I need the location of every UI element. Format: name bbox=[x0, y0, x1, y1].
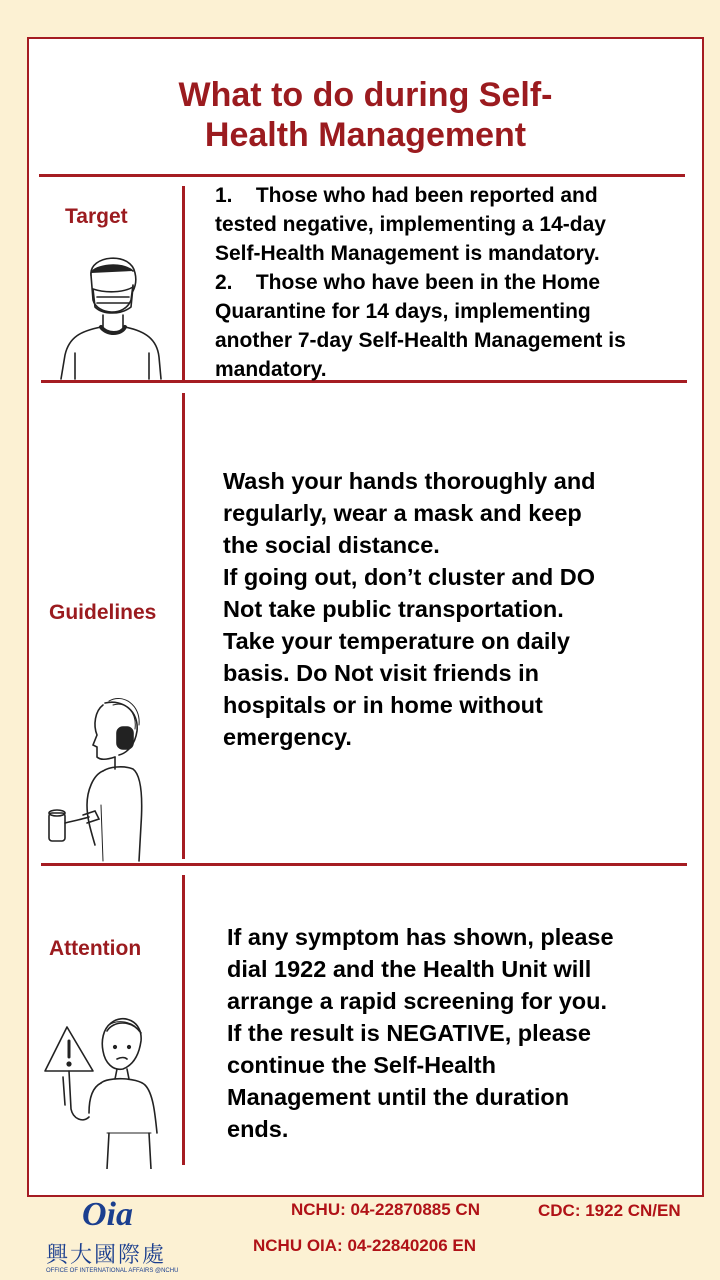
guidelines-line: the social distance. bbox=[223, 532, 440, 558]
attention-label: Attention bbox=[49, 937, 142, 960]
guidelines-label: Guidelines bbox=[49, 601, 157, 624]
target-line: Quarantine for 14 days, implementing bbox=[215, 300, 591, 323]
person-with-headphones-icon bbox=[43, 695, 153, 863]
target-column-divider bbox=[182, 186, 185, 380]
target-line: mandatory. bbox=[215, 358, 327, 381]
guidelines-line: emergency. bbox=[223, 724, 352, 750]
guidelines-line: hospitals or in home without bbox=[223, 692, 543, 718]
guidelines-line: basis. Do Not visit friends in bbox=[223, 660, 539, 686]
nchu-phone: NCHU: 04-22870885 CN bbox=[291, 1200, 480, 1219]
target-line: 1. Those who had been reported and bbox=[215, 184, 598, 207]
guidelines-line: Take your temperature on daily bbox=[223, 628, 570, 654]
guidelines-line: Not take public transportation. bbox=[223, 596, 564, 622]
attention-line: If the result is NEGATIVE, please bbox=[227, 1020, 591, 1046]
guidelines-text bbox=[223, 465, 693, 753]
person-with-mask-icon bbox=[51, 245, 171, 380]
attention-text bbox=[227, 921, 697, 1145]
target-line: another 7-day Self-Health Management is bbox=[215, 329, 626, 352]
target-line: Self-Health Management is mandatory. bbox=[215, 242, 600, 265]
content-card bbox=[27, 37, 704, 1197]
oia-logo bbox=[40, 1196, 200, 1280]
attention-line: arrange a rapid screening for you. bbox=[227, 988, 608, 1014]
oia-logo-mark: Oia bbox=[82, 1196, 133, 1233]
guidelines-line: Wash your hands thoroughly and bbox=[223, 468, 596, 494]
oia-logo-subtitle: OFFICE OF INTERNATIONAL AFFAIRS @NCHU bbox=[46, 1268, 179, 1274]
guidelines-divider bbox=[41, 863, 687, 866]
guidelines-line: regularly, wear a mask and keep bbox=[223, 500, 582, 526]
attention-line: continue the Self-Health bbox=[227, 1052, 496, 1078]
person-with-warning-sign-icon bbox=[41, 1013, 161, 1169]
title-line-1: What to do during Self- bbox=[178, 76, 553, 114]
target-label: Target bbox=[65, 205, 128, 228]
oia-logo-chinese: 興大國際處 bbox=[46, 1243, 167, 1268]
attention-line: If any symptom has shown, please bbox=[227, 924, 614, 950]
nchu-oia-phone: NCHU OIA: 04-22840206 EN bbox=[253, 1236, 476, 1255]
title-line-2: Health Management bbox=[204, 116, 527, 154]
attention-line: dial 1922 and the Health Unit will bbox=[227, 956, 592, 982]
guidelines-line: If going out, don’t cluster and DO bbox=[223, 564, 596, 590]
guidelines-column-divider bbox=[182, 393, 185, 859]
title-divider bbox=[39, 174, 685, 177]
target-text bbox=[215, 181, 703, 384]
attention-column-divider bbox=[182, 875, 185, 1165]
target-line: 2. Those who have been in the Home bbox=[215, 271, 601, 294]
cdc-phone: CDC: 1922 CN/EN bbox=[538, 1201, 681, 1220]
target-line: tested negative, implementing a 14-day bbox=[215, 213, 606, 236]
page-title bbox=[29, 75, 702, 155]
attention-line: Management until the duration bbox=[227, 1084, 570, 1110]
attention-line: ends. bbox=[227, 1116, 289, 1142]
